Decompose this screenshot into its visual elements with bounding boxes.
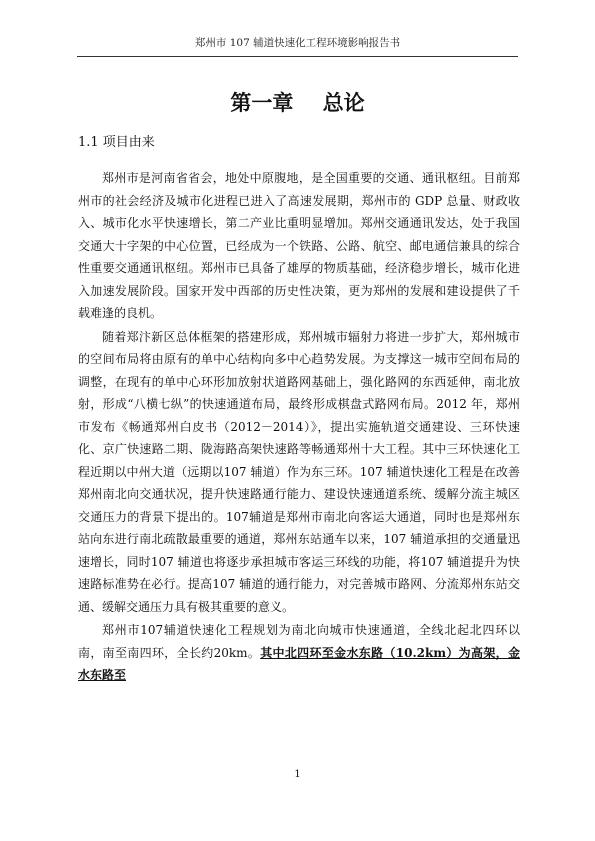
paragraph-3 bbox=[78, 619, 520, 687]
paragraph-1 bbox=[78, 167, 520, 325]
page-number: 1 bbox=[294, 769, 301, 780]
chapter-title: 第一章 总论 bbox=[230, 91, 365, 115]
paragraph-3-text: 郑州市107辅道快速化工程规划为南北向城市快速通道，全线北起北四环以南，南至南四环，全长约20km。 bbox=[78, 623, 520, 660]
section-heading: 1.1 项目由来 bbox=[78, 135, 155, 150]
paragraph-3-highlight: 其中北四环至金水东路（10.2km）为高架，金水东路至 bbox=[78, 645, 520, 682]
paragraph-2 bbox=[78, 326, 520, 619]
header-divider bbox=[77, 56, 518, 57]
paragraph-1-text: 郑州市是河南省省会，地处中原腹地，是全国重要的交通、通讯枢纽。目前郑州市的社会经济及城市化进程已进入了高速发展期，郑州市的 GDP 总量、财政收入、城市化水平快速增长，第二产业比重明显增加。郑州交通通讯发达，处于我国交通大十字架的中心位置，已经成为一个铁路、公路、航空、邮电通信兼具的综合性重要交通通讯枢纽。郑州市已具备了雄厚的物质基础，经济稳步增长，城市化进入加速发展阶段。国家开发中西部的历史性决策，更为郑州的发展和建设提供了千载难逢的良机。 bbox=[78, 171, 520, 320]
body-text bbox=[78, 167, 520, 687]
running-header: 郑州市 107 辅道快速化工程环境影响报告书 bbox=[194, 37, 401, 49]
paragraph-2-text: 随着郑汴新区总体框架的搭建形成，郑州城市辐射力将进一步扩大，郑州城市的空间布局将由原有的单中心结构向多中心趋势发展。为支撑这一城市空间布局的调整，在现有的单中心环形加放射状道路网基础上，强化路网的东西延伸，南北放射，形成“八横七纵”的快速通道布局，最终形成棋盘式路网布局。2012 年，郑州市发布《畅通郑州白皮书（2012－2014）》，提出实施轨道交通建设、三环快速化、京广快速路二期、陇海路高架快速路等畅通郑州十大工程。其中三环快速化工程近期以中州大道（远期以107 辅道）作为东三环。107 辅道快速化工程是在改善郑州南北向交通状况，提升快速路通行能力、建设快速通道系统、缓解分流主城区交通压力的背景下提出的。107辅道是郑州市南北向客运大通道，同时也是郑州东站向东进行南北疏散最重要的通道，郑州东站通车以来，107 辅道承担的交通量迅速增长，同时107 辅道也将逐步承担城市客运三环线的功能，将107 辅道提升为快速路标准势在必行。提高107 辅道的通行能力，对完善城市路网、分流郑州东站交通、缓解交通压力具有极其重要的意义。 bbox=[78, 329, 520, 614]
